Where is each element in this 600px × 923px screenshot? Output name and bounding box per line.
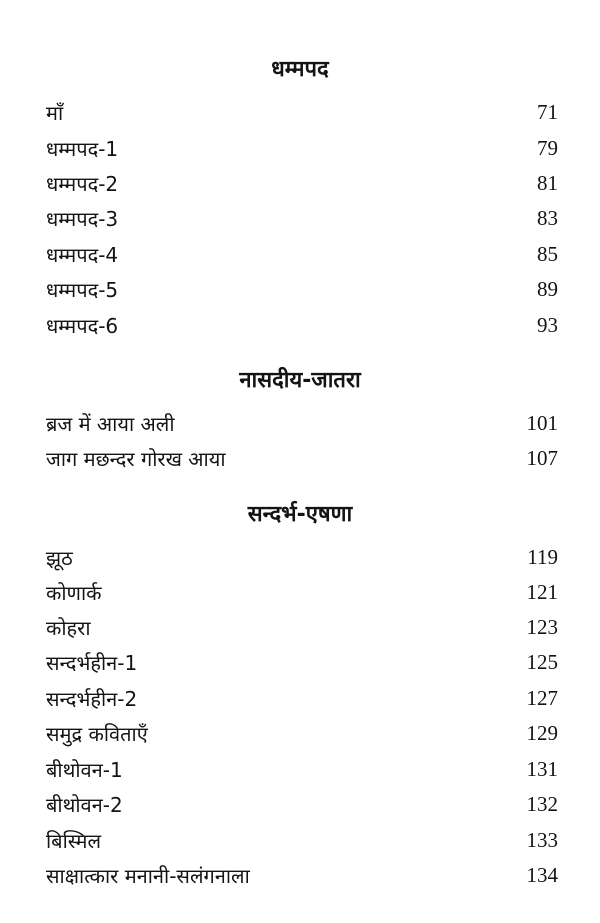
toc-entry-page: 129 [526,720,558,745]
toc-entry-title: जाग मछन्दर गोरख आया [46,446,226,471]
toc-entry [46,683,558,713]
toc-entry-title: बीथोवन-2 [46,792,123,817]
toc-entry [46,612,558,642]
toc-entry-page: 81 [537,170,558,195]
toc-entry [46,168,558,198]
toc-entry-page: 131 [526,756,558,781]
toc-entry-title: ब्रज में आया अली [46,411,175,436]
toc-entry [46,274,558,304]
toc-entry-page: 127 [526,685,558,710]
toc-entry [46,310,558,340]
section-heading-sandarbh-eshana: सन्दर्भ-एषणा [247,502,353,527]
toc-entry [46,443,558,473]
toc-entry-title: सन्दर्भहीन-1 [46,650,138,675]
toc-entry-title: धम्मपद-5 [46,277,119,302]
toc-entry-page: 89 [537,276,558,301]
toc-entry-page: 133 [526,827,558,852]
toc-entry-title: कोहरा [46,615,91,640]
toc-entry-page: 85 [537,241,558,266]
toc-entry [46,97,558,127]
toc-entry [46,825,558,855]
toc-entry [46,754,558,784]
toc-entry [46,577,558,607]
toc-entry-page: 125 [526,649,558,674]
toc-entry-title: झूठ [46,545,73,570]
toc-entry-page: 93 [537,312,558,337]
toc-entry [46,542,558,572]
toc-entry [46,789,558,819]
toc-entry-page: 83 [537,205,558,230]
section-heading-dhammapada: धम्मपद [271,57,329,82]
toc-entry [46,239,558,269]
toc-entry-page: 132 [526,791,558,816]
toc-entry [46,203,558,233]
toc-entry-page: 71 [537,99,558,124]
toc-entry [46,408,558,438]
toc-entry-page: 121 [526,579,558,604]
toc-entry-title: बीथोवन-1 [46,757,123,782]
toc-entry [46,860,558,890]
toc-entry [46,133,558,163]
toc-entry-title: धम्मपद-4 [46,242,119,267]
toc-entry [46,718,558,748]
toc-entry-title: धम्मपद-6 [46,313,119,338]
toc-entry-title: साक्षात्कार मनानी-सलंगनाला [46,863,250,888]
toc-entry-page: 134 [526,862,558,887]
toc-entry-page: 119 [527,544,558,569]
section-heading-nasadiya-jatara: नासदीय-जातरा [239,368,361,393]
toc-entry-page: 107 [526,445,558,470]
toc-entry-title: धम्मपद-1 [46,136,119,161]
toc-entry-title: बिस्मिल [46,828,102,853]
toc-entry [46,647,558,677]
toc-entry-title: समुद्र कविताएँ [46,721,148,746]
toc-entry-page: 79 [537,135,558,160]
toc-entry-title: धम्मपद-2 [46,171,119,196]
toc-entry-title: धम्मपद-3 [46,206,119,231]
toc-entry-page: 123 [526,614,558,639]
toc-entry-page: 101 [526,410,558,435]
toc-entry-title: सन्दर्भहीन-2 [46,686,138,711]
toc-entry-title: माँ [46,100,64,125]
toc-entry-title: कोणार्क [46,580,102,605]
